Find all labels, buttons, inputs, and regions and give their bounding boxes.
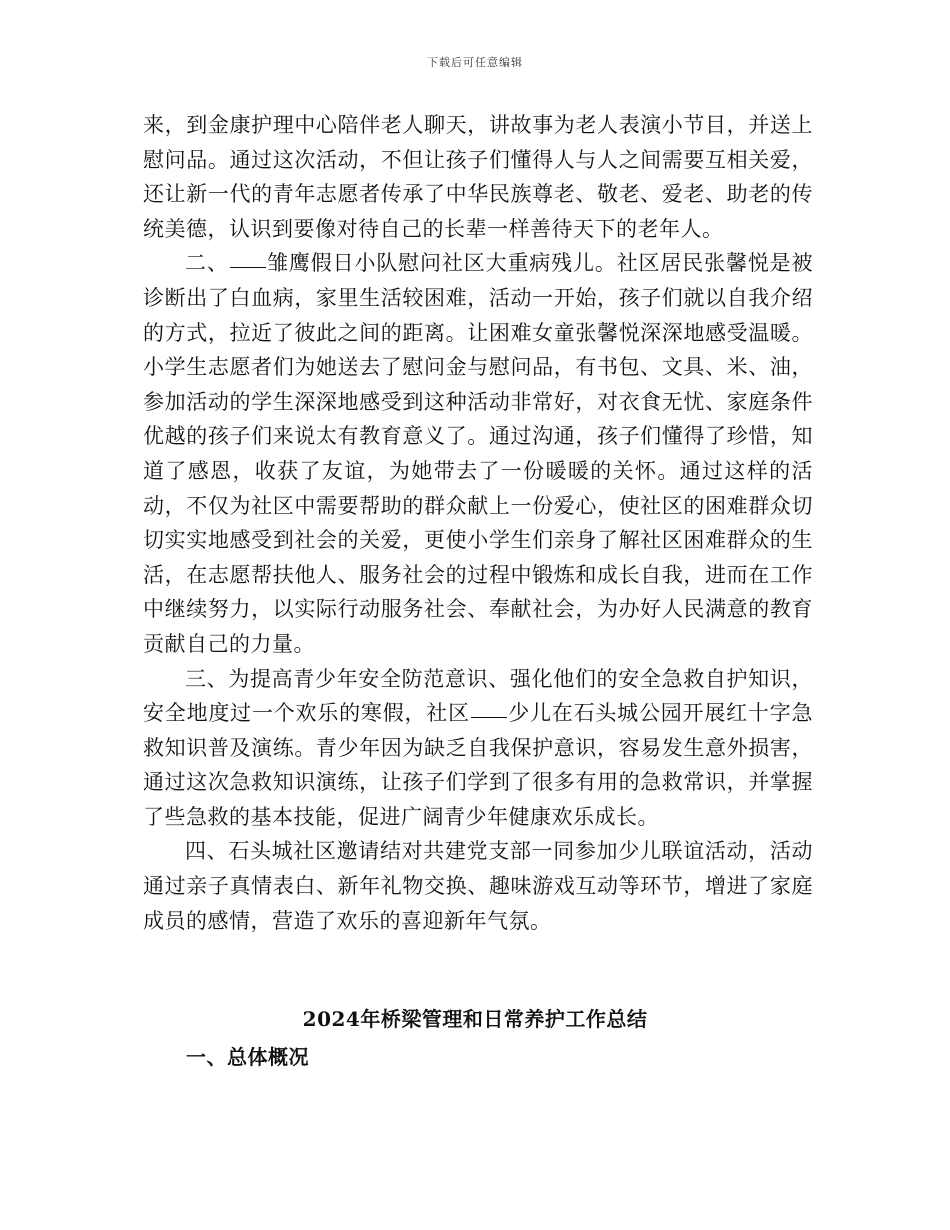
section-subheading: 一、总体概况	[186, 1045, 309, 1069]
fill-in-blank	[471, 716, 507, 718]
paragraph-2-prefix: 二、	[185, 251, 229, 276]
paragraph-3	[143, 662, 813, 835]
paragraph-3-prefix: 三、为提高青少年安全防范意识、强化他们的安全急救自护知识，安全地度过一个欢乐的寒假，社区	[143, 666, 813, 726]
paragraph-4: 四、石头城社区邀请结对共建党支部一同参加少儿联谊活动，活动通过亲子真情表白、新年礼物交换、趣味游戏互动等环节，增进了家庭成员的感情，营造了欢乐的喜迎新年气氛。	[143, 839, 813, 933]
paragraph-1: 来，到金康护理中心陪伴老人聊天，讲故事为老人表演小节目，并送上慰问品。通过这次活动，不但让孩子们懂得人与人之间需要互相关爱，还让新一代的青年志愿者传承了中华民族尊老、敬老、爱老、助老的传统美德，认识到要像对待自己的长辈一样善待天下的老年人。	[143, 113, 813, 241]
paragraph-2	[143, 246, 813, 661]
document-body	[143, 108, 813, 938]
paragraph-2-text: 雏鹰假日小队慰问社区大重病残儿。社区居民张馨悦是被诊断出了白血病，家里生活较困难，活动一开始，孩子们就以自我介绍的方式，拉近了彼此之间的距离。让困难女童张馨悦深深地感受温暖。小学生志愿者们为她送去了慰问金与慰问品，有书包、文具、米、油，参加活动的学生深深地感受到这种活动非常好，对衣食无忧、家庭条件优越的孩子们来说太有教育意义了。通过沟通，孩子们懂得了珍惜，知道了感恩，收获了友谊，为她带去了一份暖暖的关怀。通过这样的活动，不仅为社区中需要帮助的群众献上一份爱心，使社区的困难群众切切实实地感受到社会的关爱，更使小学生们亲身了解社区困难群众的生活，在志愿帮扶他人、服务社会的过程中锻炼和成长自我，进而在工作中继续努力，以实际行动服务社会、奉献社会，为办好人民满意的教育贡献自己的力量。	[143, 251, 814, 656]
paragraph-3-text: 少儿在石头城公园开展红十字急救知识普及演练。青少年因为缺乏自我保护意识，容易发生意外损害，通过这次急救知识演练，让孩子们学到了很多有用的急救常识，并掌握了些急救的基本技能，促进广阔青少年健康欢乐成长。	[143, 701, 814, 829]
section-title: 2024年桥梁管理和日常养护工作总结	[302, 1007, 648, 1031]
fill-in-blank	[230, 266, 266, 268]
page-header-note: 下载后可任意编辑	[427, 56, 523, 69]
